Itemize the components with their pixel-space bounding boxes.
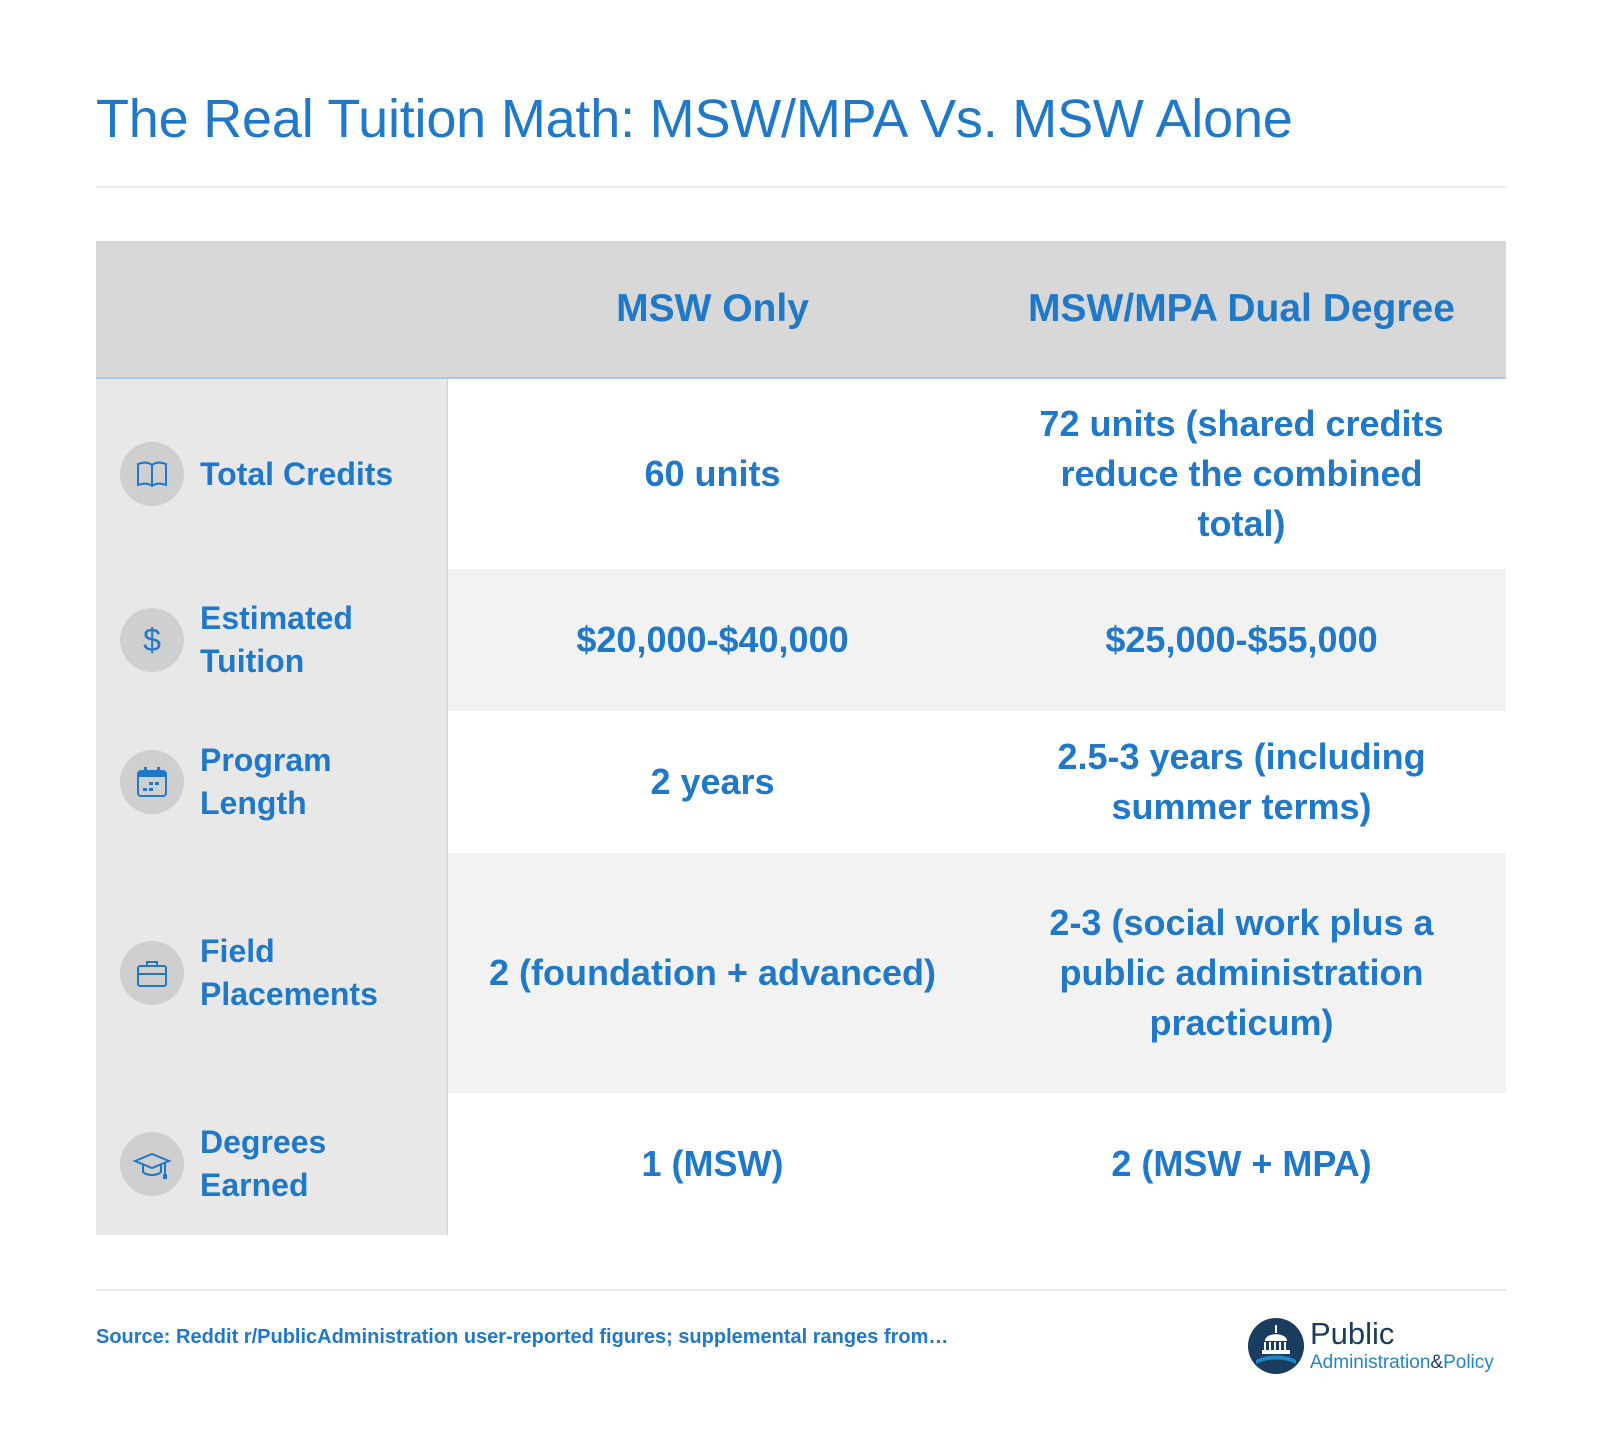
header-blank-cell (96, 241, 448, 377)
table-row-program-length (96, 711, 1506, 853)
cell-msw-only: 2 years (448, 711, 977, 853)
graduation-cap-icon (120, 1132, 184, 1196)
capitol-dome-icon (1246, 1316, 1306, 1376)
cell-dual-degree: 2 (MSW + MPA) (977, 1093, 1506, 1235)
source-note: Source: Reddit r/PublicAdministration user-reported figures; supplemental ranges from… (96, 1326, 949, 1348)
row-label-cell (96, 711, 448, 853)
title-divider (96, 186, 1506, 188)
logo-word-public: Public (1310, 1316, 1395, 1351)
cell-msw-only: 60 units (448, 379, 977, 569)
row-label-cell (96, 569, 448, 711)
book-icon (120, 442, 184, 506)
row-label-cell (96, 1093, 448, 1235)
row-label: Degrees Earned (200, 1124, 327, 1203)
cell-dual-degree: 72 units (shared credits reduce the combined total) (977, 379, 1506, 569)
row-label: Program Length (200, 742, 332, 821)
briefcase-icon (120, 941, 184, 1005)
row-label-cell (96, 379, 448, 569)
svg-text:$: $ (143, 622, 161, 658)
dollar-icon (120, 608, 184, 672)
cell-dual-degree: 2-3 (social work plus a public administration practicum) (977, 853, 1506, 1093)
table-row-degrees-earned (96, 1093, 1506, 1235)
cell-msw-only: 2 (foundation + advanced) (448, 853, 977, 1093)
publisher-logo (1246, 1316, 1506, 1380)
page-title: The Real Tuition Math: MSW/MPA Vs. MSW Alone (96, 89, 1293, 149)
row-label: Field Placements (200, 933, 378, 1012)
table-header (96, 241, 1506, 379)
column-header-dual-degree: MSW/MPA Dual Degree (1028, 287, 1455, 330)
comparison-table (96, 241, 1506, 1235)
column-header-msw-only: MSW Only (616, 287, 809, 330)
row-label-cell (96, 853, 448, 1093)
row-label: Total Credits (200, 455, 394, 492)
table-row-field-placements (96, 853, 1506, 1093)
cell-dual-degree: $25,000-$55,000 (977, 569, 1506, 711)
table-row-total-credits (96, 379, 1506, 569)
cell-msw-only: 1 (MSW) (448, 1093, 977, 1235)
calendar-icon (120, 750, 184, 814)
row-label: Estimated Tuition (200, 600, 353, 679)
logo-subtitle: Administration&Policy (1310, 1352, 1494, 1373)
cell-msw-only: $20,000-$40,000 (448, 569, 977, 711)
table-row-estimated-tuition (96, 569, 1506, 711)
cell-dual-degree: 2.5-3 years (including summer terms) (977, 711, 1506, 853)
footer-divider (96, 1289, 1506, 1291)
